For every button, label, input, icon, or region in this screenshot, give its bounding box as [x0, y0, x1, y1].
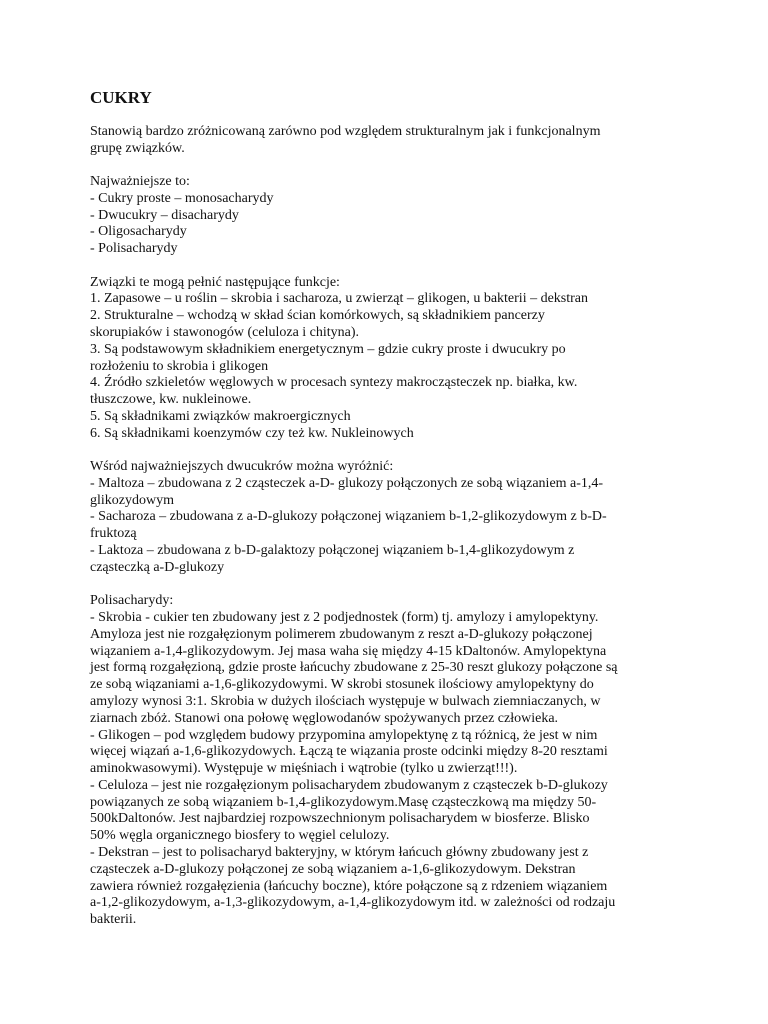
text-line: wiązaniem a-1,4-glikozydowym. Jej masa waha się między 4-15 kDaltonów. Amylopektyna: [90, 643, 607, 659]
document-body: [90, 124, 690, 929]
text-line: 6. Są składnikami koenzymów czy też kw. Nukleinowych: [90, 425, 414, 441]
document-title: CUKRY: [90, 88, 152, 107]
text-line: 3. Są podstawowym składnikiem energetycznym – gdzie cukry proste i dwucukry po: [90, 341, 566, 357]
document-page: [90, 88, 690, 946]
text-line: Amyloza jest nie rozgałęzionym polimerem zbudowanym z reszt a-D-glukozy połączonej: [90, 626, 593, 642]
text-line: 50% węgla organicznego biosfery to węgiel celulozy.: [90, 828, 390, 844]
paragraph: [90, 174, 690, 258]
paragraph: [90, 593, 690, 929]
text-line: - Dekstran – jest to polisacharyd bakteryjny, w którym łańcuch główny zbudowany jest z: [90, 845, 589, 861]
text-line: - Glikogen – pod względem budowy przypomina amylopektynę z tą różnicą, że jest w nim: [90, 727, 598, 743]
text-line: glikozydowym: [90, 492, 174, 508]
text-line: Wśród najważniejszych dwucukrów można wyróżnić:: [90, 459, 394, 475]
text-line: powiązanych ze sobą wiązaniem b-1,4-glikozydowym.Masę cząsteczkową ma między 50-: [90, 794, 597, 810]
text-line: 2. Strukturalne – wchodzą w skład ścian komórkowych, są składnikiem pancerzy: [90, 308, 545, 324]
text-line: jest formą rozgałęzioną, gdzie proste łańcuchy zbudowane z 25-30 reszt glukozy połączone są: [90, 660, 618, 676]
text-line: - Celuloza – jest nie rozgałęzionym polisacharydem zbudowanym z cząsteczek b-D-glukozy: [90, 777, 608, 793]
text-line: 500kDaltonów. Jest najbardziej rozpowszechnionym polisacharydem w biosferze. Blisko: [90, 811, 590, 827]
text-line: bakterii.: [90, 912, 137, 928]
paragraph: [90, 275, 690, 443]
text-line: Związki te mogą pełnić następujące funkcje:: [90, 274, 340, 290]
paragraph: [90, 124, 690, 158]
text-line: 1. Zapasowe – u roślin – skrobia i sacharoza, u zwierząt – glikogen, u bakterii – dekstran: [90, 291, 589, 307]
text-line: rozłożeniu to skrobia i glikogen: [90, 358, 269, 374]
text-line: grupę związków.: [90, 140, 185, 156]
text-line: 4. Źródło szkieletów węglowych w procesach syntezy makrocząsteczek np. białka, kw.: [90, 375, 578, 391]
text-line: - Maltoza – zbudowana z 2 cząsteczek a-D- glukozy połączonych ze sobą wiązaniem a-1,4-: [90, 475, 604, 491]
text-line: - Laktoza – zbudowana z b-D-galaktozy połączonej wiązaniem b-1,4-glikozydowym z: [90, 543, 575, 559]
text-line: - Cukry proste – monosacharydy: [90, 190, 274, 206]
text-line: - Skrobia - cukier ten zbudowany jest z 2 podjednostek (form) tj. amylozy i amylopektyny.: [90, 609, 599, 625]
text-line: ziarnach zbóż. Stanowi ona połowę węglowodanów spożywanych przez człowieka.: [90, 710, 559, 726]
text-line: 5. Są składnikami związków makroergicznych: [90, 408, 351, 424]
text-line: więcej wiązań a-1,6-glikozydowych. Łączą te wiązania proste odcinki między 8-20 resztami: [90, 744, 608, 760]
text-line: amylozy wynosi 3:1. Skrobia w dużych ilościach występuje w bulwach ziemniaczanych, w: [90, 693, 601, 709]
text-line: Stanowią bardzo zróżnicowaną zarówno pod względem strukturalnym jak i funkcjonalnym: [90, 124, 601, 139]
text-line: tłuszczowe, kw. nukleinowe.: [90, 392, 252, 408]
text-line: skorupiaków i stawonogów (celuloza i chityna).: [90, 324, 360, 340]
text-line: - Sacharoza – zbudowana z a-D-glukozy połączonej wiązaniem b-1,2-glikozydowym z b-D-: [90, 509, 607, 525]
text-line: cząsteczką a-D-glukozy: [90, 559, 225, 575]
text-line: Polisacharydy:: [90, 593, 174, 609]
text-line: cząsteczek a-D-glukozy połączonej ze sobą wiązaniem a-1,6-glikozydowym. Dekstran: [90, 861, 576, 877]
text-line: - Oligosacharydy: [90, 224, 187, 240]
text-line: a-1,2-glikozydowym, a-1,3-glikozydowym, a-1,4-glikozydowym itd. w zależności od rodzaju: [90, 895, 616, 911]
text-line: zawiera również rozgałęzienia (łańcuchy boczne), które połączone są z rdzeniem wiązaniem: [90, 878, 608, 894]
text-line: fruktozą: [90, 526, 137, 542]
text-line: - Polisacharydy: [90, 241, 178, 257]
text-line: aminokwasowymi). Występuje w mięśniach i wątrobie (tylko u zwierząt!!!).: [90, 761, 518, 777]
text-line: - Dwucukry – disacharydy: [90, 207, 239, 223]
text-line: Najważniejsze to:: [90, 174, 190, 190]
text-line: ze sobą wiązaniami a-1,6-glikozydowymi. W skrobi stosunek ilościowy amylopektyny do: [90, 677, 594, 693]
paragraph: [90, 459, 690, 577]
